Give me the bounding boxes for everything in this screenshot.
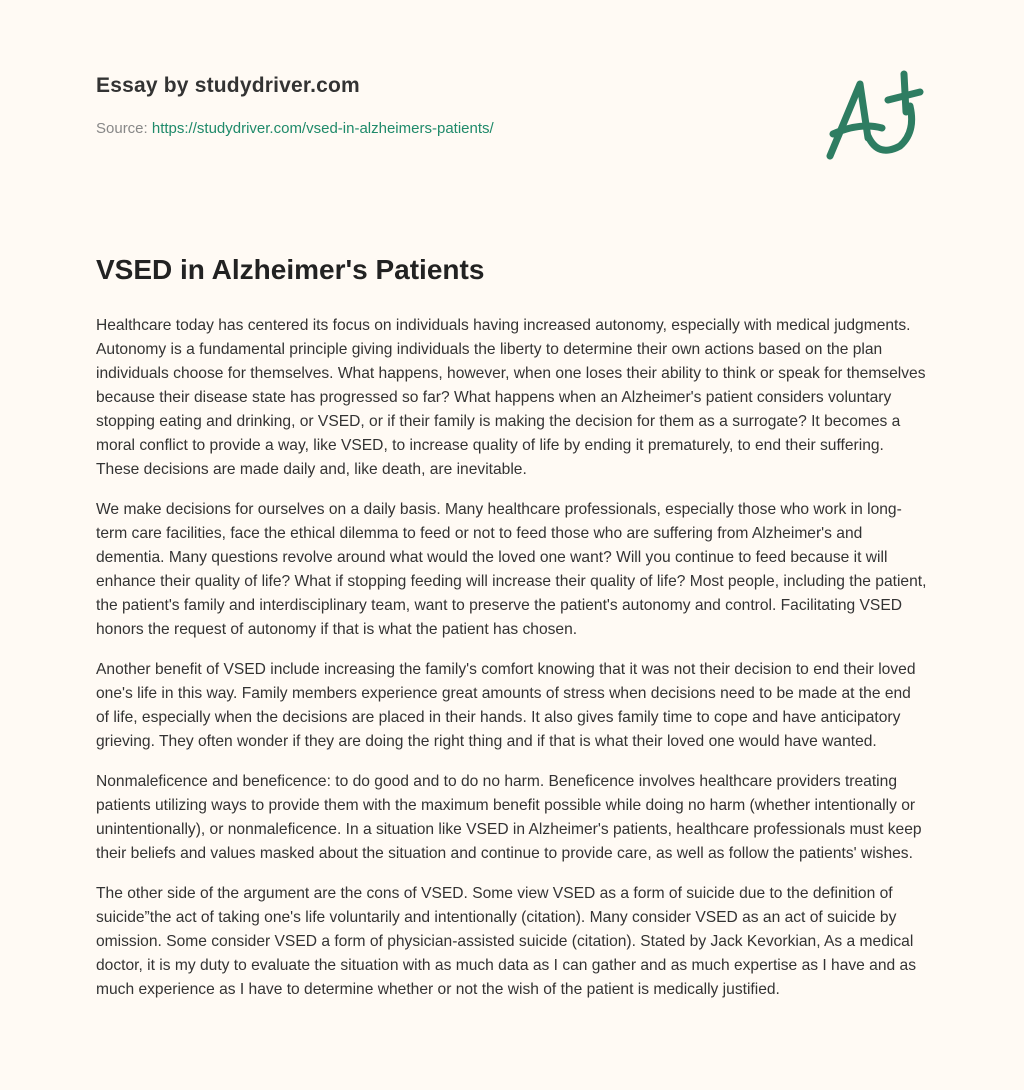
essay-paragraph: Another benefit of VSED include increasing the family's comfort knowing that it was not their decision to end their loved one's life in this way. Family members experience great amounts of stress when decisions need to be made at the end of life, especially when the decisions are placed in their hands. It also gives family time to cope and have anticipatory grieving. They often wonder if they are doing the right thing and if that is what their loved one would have wanted.	[96, 661, 916, 750]
source-link[interactable]: https://studydriver.com/vsed-in-alzheimers-patients/	[151, 120, 494, 137]
essay-header	[96, 74, 494, 137]
essay-paragraph: We make decisions for ourselves on a daily basis. Many healthcare professionals, especially those who work in long-term care facilities, face the ethical dilemma to feed or not to feed those who are suffering from Alzheimer's and dementia. Many questions revolve around what would the loved one want? Will you continue to feed because it will enhance their quality of life? What if stopping feeding will increase their quality of life? Most people, including the patient, the patient's family and interdisciplinary team, want to preserve the patient's autonomy and control. Facilitating VSED honors the request of autonomy if that is what the patient has chosen.	[96, 501, 927, 638]
a-plus-logo-icon	[820, 66, 930, 166]
essay-body	[96, 314, 928, 1018]
source-line	[96, 120, 494, 137]
essay-title: VSED in Alzheimer's Patients	[96, 254, 485, 285]
essay-paragraph: Nonmaleficence and beneficence: to do good and to do no harm. Beneficence involves healthcare providers treating patients utilizing ways to provide them with the maximum benefit possible while doing no harm (whether intentionally or unintentionally), or nonmaleficence. In a situation like VSED in Alzheimer's patients, healthcare professionals must keep their beliefs and values masked about the situation and continue to provide care, as well as follow the patients' wishes.	[96, 773, 922, 862]
brand-title: Essay by studydriver.com	[96, 74, 360, 97]
essay-paragraph: Healthcare today has centered its focus on individuals having increased autonomy, especially with medical judgments. Autonomy is a fundamental principle giving individuals the liberty to determine their own actions based on the plan individuals choose for themselves. What happens, however, when one loses their ability to think or speak for themselves because their disease state has progressed so far? What happens when an Alzheimer's patient considers voluntary stopping eating and drinking, or VSED, or if their family is making the decision for them as a surrogate? It becomes a moral conflict to provide a way, like VSED, to increase quality of life by ending it prematurely, to end their suffering. These decisions are made daily and, like death, are inevitable.	[96, 317, 926, 478]
essay-paragraph: The other side of the argument are the cons of VSED. Some view VSED as a form of suicide due to the definition of suicide”the act of taking one's life voluntarily and intentionally (citation). Many consider VSED as an act of suicide by omission. Some consider VSED a form of physician-assisted suicide (citation). Stated by Jack Kevorkian, As a medical doctor, it is my duty to evaluate the situation with as much data as I can gather and as much expertise as I have and as much experience as I have to determine whether or not the wish of the patient is medically justified.	[96, 885, 916, 998]
source-label: Source:	[96, 120, 148, 137]
